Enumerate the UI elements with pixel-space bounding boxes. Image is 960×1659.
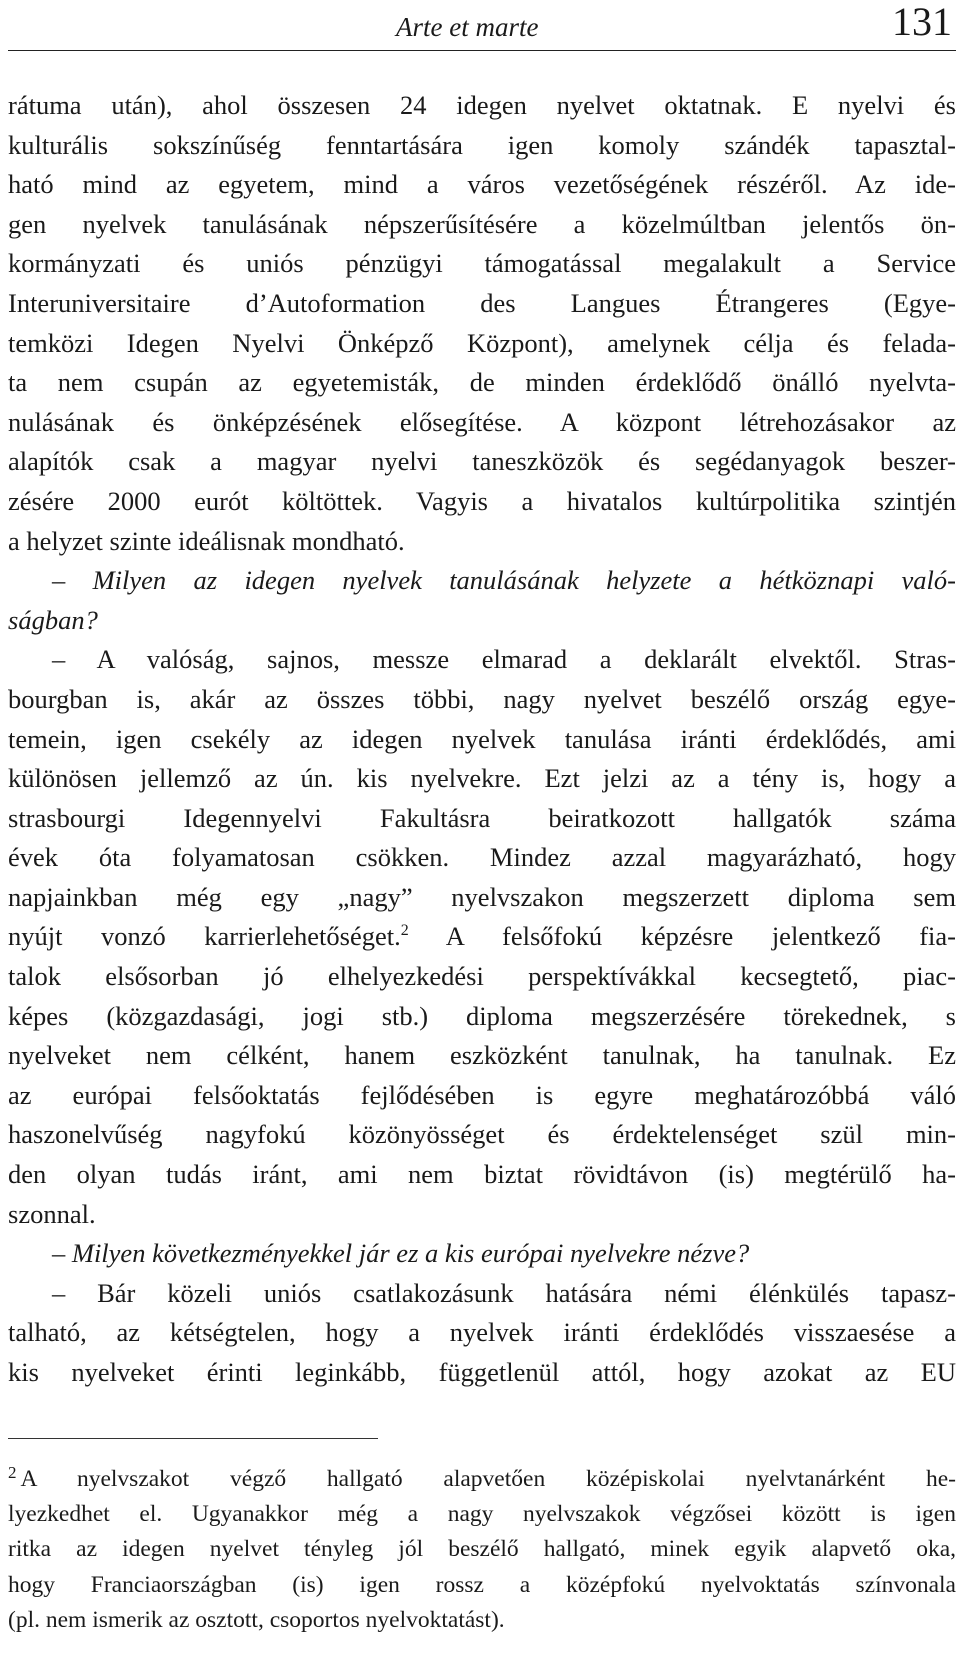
text-line: – Bár közeli uniós csatlakozásunk hatására némi élénkülés tapasz- (52, 1277, 956, 1308)
text-line: Interuniversitaire d’Autoformation des Langues Étrangeres (Egye- (8, 287, 956, 318)
text-line: den olyan tudás iránt, ami nem biztat rövidtávon (is) megtérülő ha- (8, 1159, 956, 1190)
text-line: az európai felsőoktatás fejlődésében is egyre meghatározóbbá váló (8, 1079, 956, 1110)
body-text (8, 86, 956, 1393)
page-header (0, 0, 960, 60)
text-line: napjainkban még egy „nagy” nyelvszakon megszerzett diploma sem (8, 881, 956, 912)
text-line: nulásának és önképzésének elősegítése. A központ létrehozásakor az (8, 406, 956, 437)
running-title: Arte et marte (396, 12, 539, 42)
text-line: ta nem csupán az egyetemisták, de minden érdeklődő önálló nyelvta- (8, 367, 956, 398)
footnotes (8, 1462, 956, 1638)
footnote-ref: 2 (400, 922, 409, 940)
text-line: kulturális sokszínűség fenntartására igen komoly szándék tapasztal- (8, 129, 956, 160)
text-line: nyelveket nem célként, hanem eszközként tanulnak, ha tanulnak. Ez (8, 1040, 956, 1071)
text-line: – A valóság, sajnos, messze elmarad a deklarált elvektől. Stras- (52, 644, 956, 675)
text-line: ható mind az egyetem, mind a város vezetőségének részéről. Az ide- (8, 169, 956, 200)
text-line: – Milyen következményekkel jár ez a kis európai nyelvekre nézve? (52, 1238, 750, 1269)
text-line: temközi Idegen Nyelvi Önképző Központ), amelynek célja és felada- (8, 327, 956, 358)
text-line: talok elsősorban jó elhelyezkedési perspektívákkal kecsegtető, piac- (8, 961, 956, 992)
text-line: bourgban is, akár az összes többi, nagy nyelvet beszélő ország egye- (8, 683, 956, 714)
text-line: nyújt vonzó karrierlehetőséget.$^2$ A felsőfokú képzésre jelentkező fia- (8, 921, 957, 952)
text-line: zésére 2000 eurót költöttek. Vagyis a hivatalos kultúrpolitika szintjén (8, 485, 956, 516)
text-line: – Milyen az idegen nyelvek tanulásának helyzete a hétköznapi való- (52, 565, 956, 596)
text-line: évek óta folyamatosan csökken. Mindez azzal magyarázható, hogy (8, 842, 956, 873)
text-line: kis nyelveket érinti leginkább, függetlenül attól, hogy azokat az EU (8, 1357, 956, 1387)
text-line: alapítók csak a magyar nyelvi taneszközök és segédanyagok beszer- (8, 446, 956, 477)
text-line: rátuma után), ahol összesen 24 idegen nyelvet oktatnak. E nyelvi és (8, 90, 956, 120)
text-line: gen nyelvek tanulásának népszerűsítésére a közelmúltban jelentős ön- (8, 208, 956, 239)
text-line: a helyzet szinte ideálisnak mondható. (8, 525, 405, 556)
footnote-line: lyezkedhet el. Ugyanakkor még a nagy nyelvszakok végzősei között is igen (8, 1501, 956, 1528)
text-line: szonnal. (8, 1198, 96, 1229)
header-rule (8, 50, 956, 51)
footnote-line: $^2$ A nyelvszakot végző hallgató alapvetően középiskolai nyelvtanárként he- (8, 1463, 956, 1492)
footnote-line: (pl. nem ismerik az osztott, csoportos nyelvoktatást). (8, 1606, 505, 1633)
footnote-rule (8, 1438, 378, 1439)
text-line: strasbourgi Idegennyelvi Fakultásra beiratkozott hallgatók száma (8, 802, 956, 833)
text-line: talható, az kétségtelen, hogy a nyelvek iránti érdeklődés visszaesése a (8, 1317, 956, 1348)
text-line: temein, igen csekély az idegen nyelvek tanulása iránti érdeklődés, ami (8, 723, 956, 754)
text-line: haszonelvűség nagyfokú közönyösséget és érdektelenséget szül min- (8, 1119, 956, 1150)
text-line: kormányzati és uniós pénzügyi támogatással megalakult a Service (8, 248, 956, 279)
footnote-line: hogy Franciaországban (is) igen rossz a középfokú nyelvoktatás színvonala (8, 1571, 956, 1598)
footnote-line: ritka az idegen nyelvet tényleg jól beszélő hallgató, minek egyik alapvető oka, (8, 1536, 956, 1563)
text-line: ságban? (8, 604, 98, 635)
text-line: képes (közgazdasági, jogi stb.) diploma megszerzésére törekednek, s (8, 1000, 956, 1031)
footnote-mark: 2 (8, 1463, 17, 1482)
page-number: 131 (892, 0, 952, 44)
text-line: különösen jellemző az ún. kis nyelvekre. Ezt jelzi az a tény is, hogy a (8, 763, 956, 794)
